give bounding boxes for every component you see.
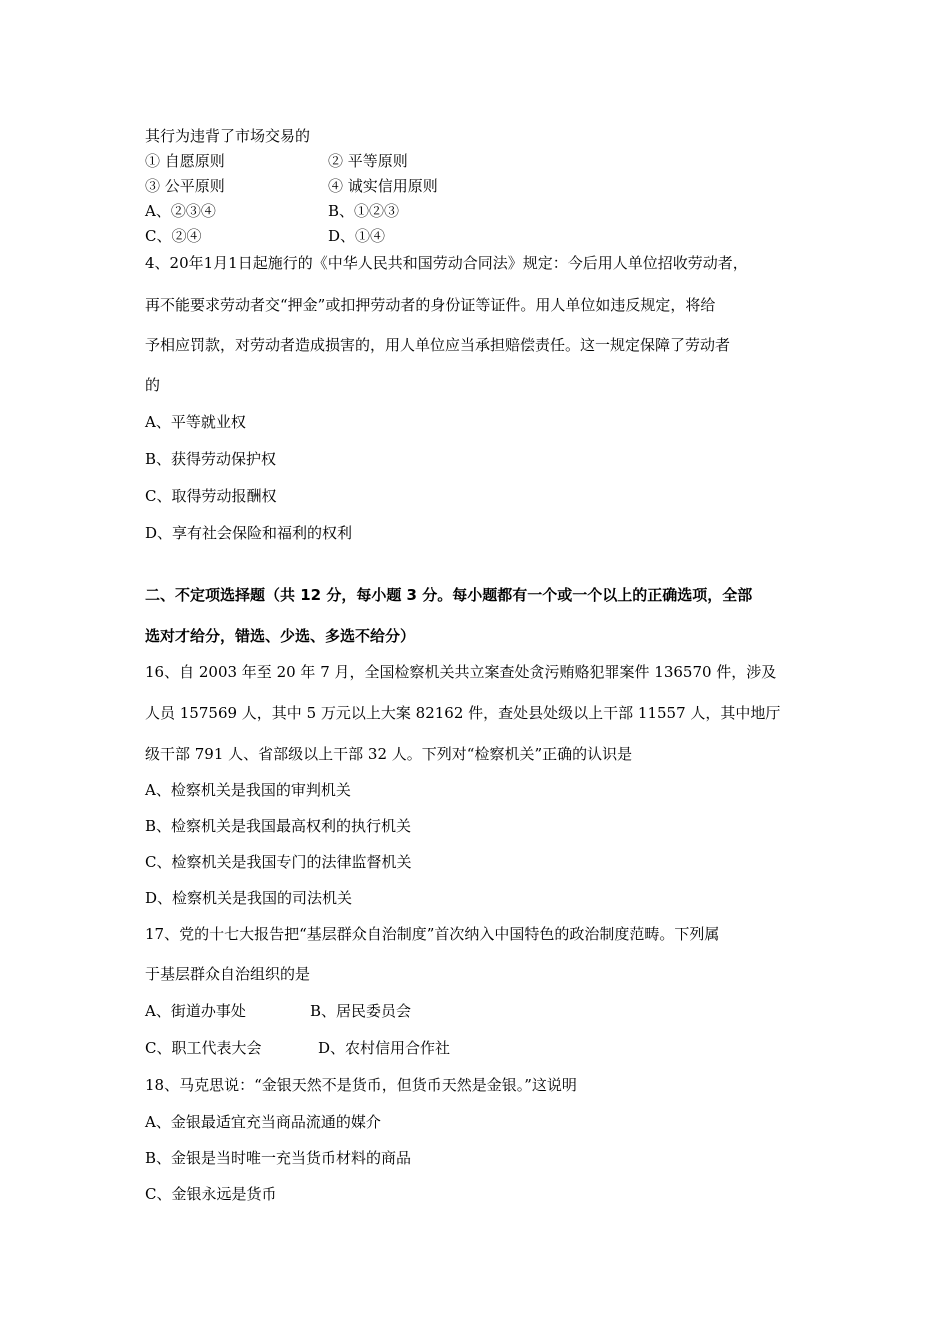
question-text-line: 人员 157569 人，其中 5 万元以上大案 82162 件，查处县处级以上干部 11557 人，其中地厅 [145,704,781,722]
statement-3: ③ 公平原则 [145,177,225,195]
option-d: D、农村信用合作社 [318,1039,451,1057]
question-text-line: 予相应罚款，对劳动者造成损害的，用人单位应当承担赔偿责任。这一规定保障了劳动者 [145,336,731,354]
statement-2: ② 平等原则 [328,152,408,170]
option-a: A、平等就业权 [145,413,246,431]
option-a: A、②③④ [145,202,216,220]
option-a: A、街道办事处 [145,1002,246,1020]
option-a: A、检察机关是我国的审判机关 [145,781,351,799]
option-c: C、金银永远是货币 [145,1185,277,1203]
section-heading-line: 二、不定项选择题（共 12 分，每小题 3 分。每小题都有一个或一个以上的正确选项，全部 [145,586,753,604]
option-b: B、金银是当时唯一充当货币材料的商品 [145,1149,412,1167]
question-text-line: 17、党的十七大报告把“基层群众自治制度”首次纳入中国特色的政治制度范畴。下列属 [145,925,720,943]
question-text-line: 再不能要求劳动者交“押金”或扣押劳动者的身份证等证件。用人单位如违反规定，将给 [145,296,716,314]
option-c: C、检察机关是我国专门的法律监督机关 [145,853,412,871]
question-text-line: 4、20年1月1日起施行的《中华人民共和国劳动合同法》规定：今后用人单位招收劳动者， [145,254,748,272]
question-text-line: 的 [145,376,161,394]
question-text-line: 级干部 791 人、省部级以上干部 32 人。下列对“检察机关”正确的认识是 [145,745,633,763]
option-b: B、检察机关是我国最高权利的执行机关 [145,817,412,835]
option-c: C、职工代表大会 [145,1039,262,1057]
question-text-line: 18、马克思说：“金银天然不是货币，但货币天然是金银。”这说明 [145,1076,577,1094]
option-b: B、获得劳动保护权 [145,450,277,468]
question-text-line: 于基层群众自治组织的是 [145,965,311,983]
option-d: D、享有社会保险和福利的权利 [145,524,353,542]
option-c: C、②④ [145,227,202,245]
statement-1: ① 自愿原则 [145,152,225,170]
option-b: B、①②③ [328,202,400,220]
option-d: D、检察机关是我国的司法机关 [145,889,353,907]
section-heading-line: 选对才给分，错选、少选、多选不给分） [145,627,416,645]
option-c: C、取得劳动报酬权 [145,487,277,505]
statement-4: ④ 诚实信用原则 [328,177,438,195]
option-a: A、金银最适宜充当商品流通的媒介 [145,1113,381,1131]
question-stem: 其行为违背了市场交易的 [145,127,311,145]
option-d: D、①④ [328,227,386,245]
option-b: B、居民委员会 [310,1002,412,1020]
question-text-line: 16、自 2003 年至 20 年 7 月，全国检察机关共立案查处贪污贿赂犯罪案件 136570 件，涉及 [145,663,777,681]
